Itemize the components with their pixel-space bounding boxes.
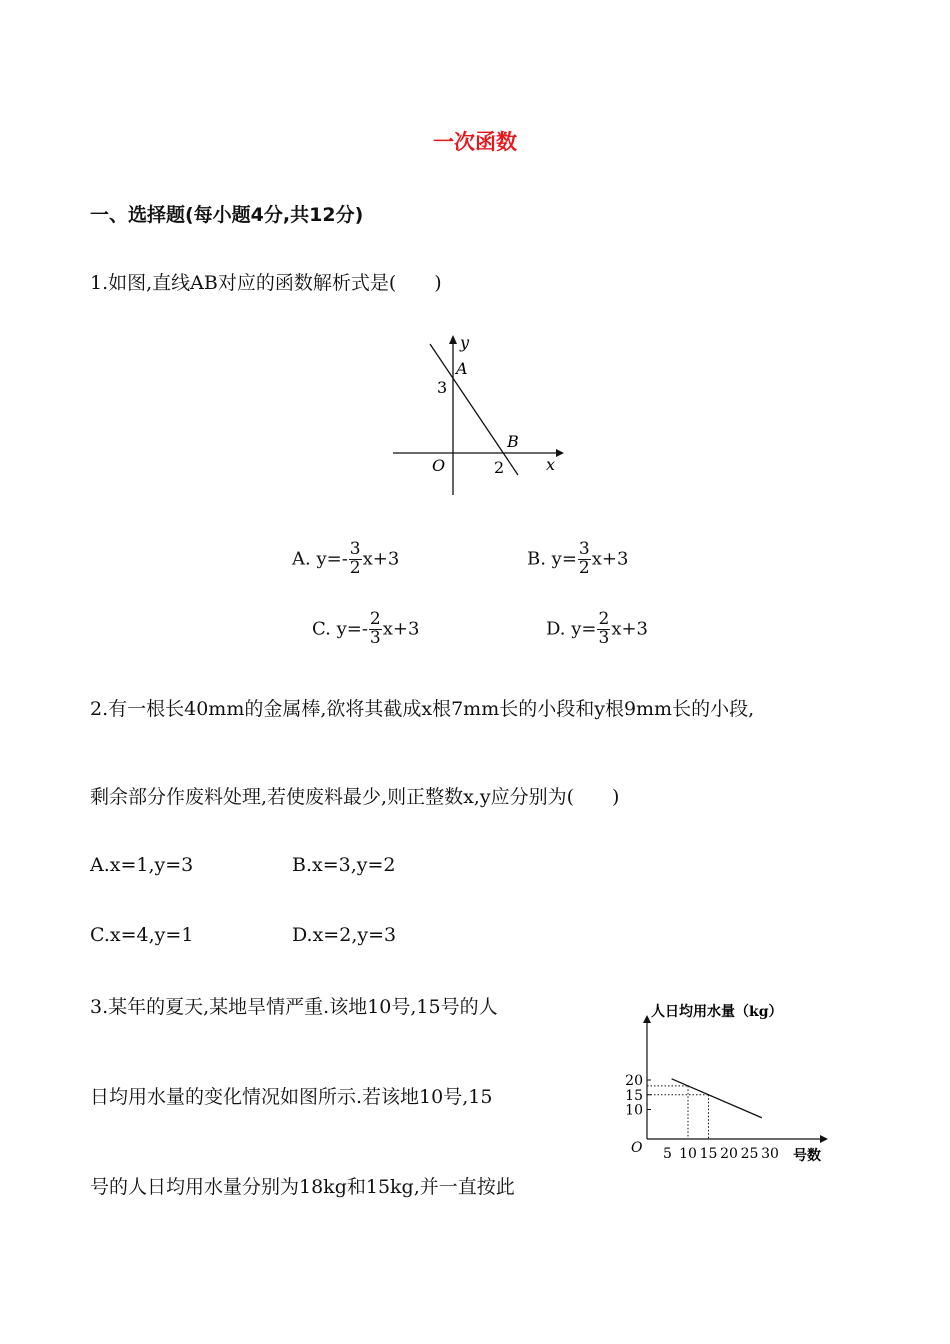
- q2-option-b[interactable]: B.x=3,y=2: [292, 854, 396, 876]
- chart-series-line: [672, 1079, 762, 1118]
- page-title: 一次函数: [433, 130, 517, 154]
- y-axis-arrow: [449, 335, 457, 344]
- x-axis-label: x: [546, 455, 556, 474]
- chart-title: 人日均用水量（kg）: [651, 1004, 783, 1020]
- chart-x-tick-5: 5: [663, 1146, 672, 1162]
- q1-option-b[interactable]: B. y= $\frac{3}{2}$ x+3: [527, 539, 629, 578]
- origin-label: O: [432, 456, 446, 475]
- y-intercept-label: 3: [437, 378, 448, 397]
- chart-x-tick-25: 25: [740, 1146, 759, 1162]
- q2-stem-line-2: 剩余部分作废料处理,若使废料最少,则正整数x,y应分别为( ): [90, 786, 620, 808]
- chart-x-tick-15: 15: [699, 1146, 718, 1162]
- q3-water-usage-chart: [615, 990, 840, 1170]
- q2-stem-line-1: 2.有一根长40mm的金属棒,欲将其截成x根7mm长的小段和y根9mm长的小段,: [90, 698, 755, 720]
- q2-option-c[interactable]: C.x=4,y=1: [90, 924, 194, 946]
- q1-figure: [388, 330, 568, 505]
- y-axis-label: y: [460, 333, 470, 352]
- q3-stem-line-2: 日均用水量的变化情况如图所示.若该地10号,15: [90, 1086, 493, 1108]
- point-b-label: B: [507, 432, 519, 451]
- point-a-label: A: [456, 359, 468, 378]
- q1-option-a[interactable]: A. y=- $\frac{3}{2}$ x+3: [292, 539, 400, 578]
- chart-x-label: 号数: [793, 1148, 821, 1164]
- chart-y-tick-10: 10: [625, 1102, 643, 1119]
- chart-x-tick-10: 10: [679, 1146, 697, 1162]
- chart-x-tick-20: 20: [720, 1146, 738, 1162]
- q1-option-d[interactable]: D. y= $\frac{2}{3}$ x+3: [546, 609, 648, 648]
- q3-stem-line-1: 3.某年的夏天,某地旱情严重.该地10号,15号的人: [90, 996, 498, 1018]
- q1-option-c[interactable]: C. y=- $\frac{2}{3}$ x+3: [312, 609, 420, 648]
- q3-stem-line-3: 号的人日均用水量分别为18kg和15kg,并一直按此: [90, 1176, 515, 1198]
- chart-origin-label: O: [631, 1140, 643, 1156]
- chart-x-tick-30: 30: [761, 1146, 779, 1162]
- q2-option-d[interactable]: D.x=2,y=3: [292, 924, 397, 946]
- chart-x-axis-arrow: [820, 1135, 828, 1143]
- section-heading: 一、选择题(每小题4分,共12分): [90, 204, 364, 226]
- chart-y-axis-arrow: [643, 1015, 651, 1023]
- chart-y-tick-20: 20: [625, 1073, 643, 1089]
- chart-y-tick-15: 15: [625, 1087, 643, 1104]
- x-intercept-label: 2: [494, 458, 505, 477]
- x-axis-arrow: [556, 449, 564, 457]
- q2-option-a[interactable]: A.x=1,y=3: [90, 854, 194, 876]
- q1-stem: 1.如图,直线AB对应的函数解析式是( ): [90, 272, 442, 294]
